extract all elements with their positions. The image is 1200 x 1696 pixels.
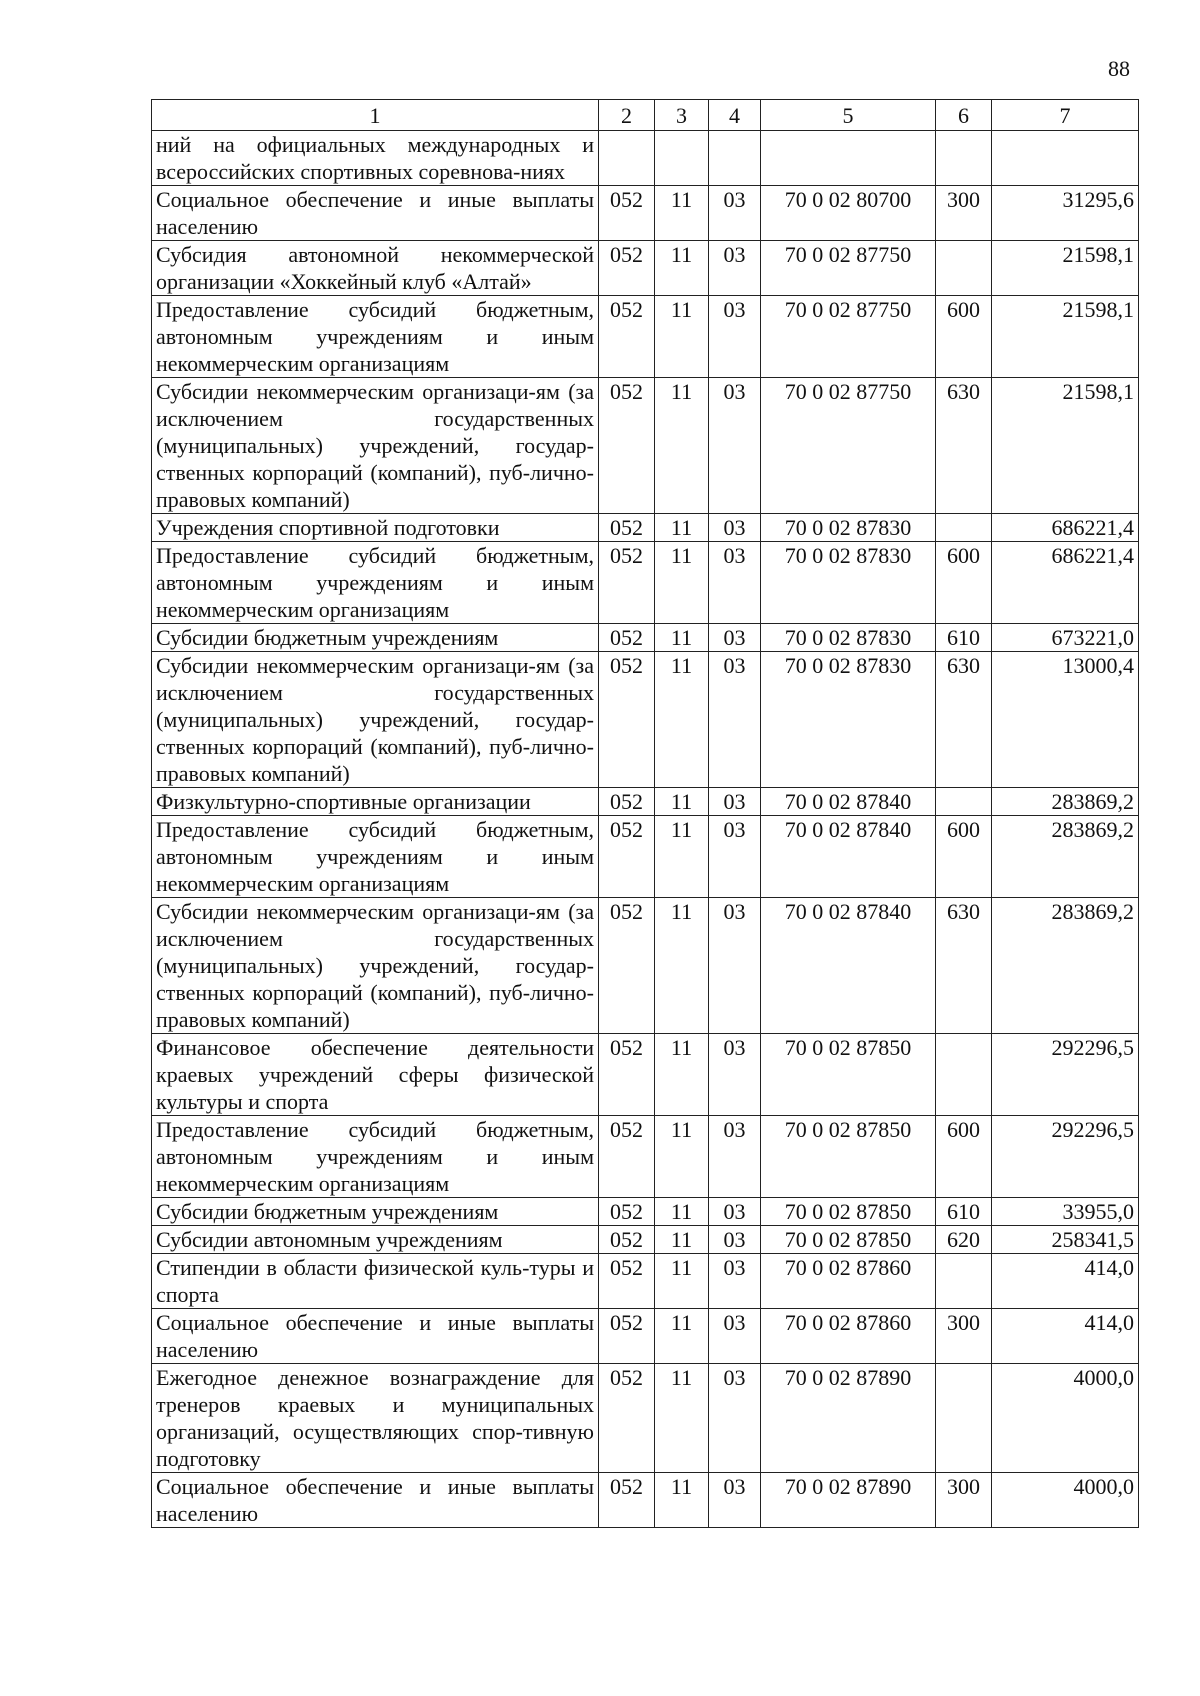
row-name-cell: Предоставление субсидий бюджетным, автономным учреждениям и иным некоммерческим организациям [152,1116,599,1198]
section-code-cell: 11 [655,542,709,624]
target-item-code-cell: 70 0 02 87890 [761,1364,936,1473]
amount-cell: 686221,4 [992,514,1139,542]
subsection-code-cell: 03 [709,788,761,816]
target-item-code-cell: 70 0 02 87860 [761,1254,936,1309]
table-body [152,131,1139,1528]
table-row [152,898,1139,1034]
target-item-code-cell: 70 0 02 80700 [761,186,936,241]
amount-cell: 292296,5 [992,1034,1139,1116]
table-row [152,514,1139,542]
expense-type-code-cell [936,514,992,542]
section-code-cell: 11 [655,898,709,1034]
target-item-code-cell: 70 0 02 87750 [761,296,936,378]
table-row [152,378,1139,514]
subsection-code-cell: 03 [709,514,761,542]
subsection-code-cell: 03 [709,898,761,1034]
expense-type-code-cell: 300 [936,186,992,241]
target-item-code-cell: 70 0 02 87850 [761,1116,936,1198]
section-code-cell: 11 [655,816,709,898]
amount-cell: 4000,0 [992,1364,1139,1473]
subsection-code-cell: 03 [709,1198,761,1226]
row-name-cell: Субсидия автономной некоммерческой организации «Хоккейный клуб «Алтай» [152,241,599,296]
section-code-cell: 11 [655,1364,709,1473]
table-row [152,131,1139,186]
target-item-code-cell: 70 0 02 87850 [761,1034,936,1116]
department-code-cell: 052 [599,1116,655,1198]
table-row [152,1116,1139,1198]
expense-type-code-cell: 300 [936,1309,992,1364]
amount-cell: 13000,4 [992,652,1139,788]
section-code-cell: 11 [655,1034,709,1116]
department-code-cell: 052 [599,1226,655,1254]
table-row [152,542,1139,624]
table-row [152,1309,1139,1364]
department-code-cell: 052 [599,542,655,624]
row-name-cell: Субсидии некоммерческим организаци-ям (за исключением государственных (муниципальных) учреждений, государ-ственных корпораций (компаний), пуб-лично-правовых компаний) [152,898,599,1034]
department-code-cell: 052 [599,624,655,652]
expense-type-code-cell: 630 [936,898,992,1034]
section-code-cell [655,131,709,186]
subsection-code-cell: 03 [709,1226,761,1254]
target-item-code-cell: 70 0 02 87860 [761,1309,936,1364]
header-row [152,100,1139,131]
department-code-cell: 052 [599,1309,655,1364]
amount-cell: 258341,5 [992,1226,1139,1254]
amount-cell: 33955,0 [992,1198,1139,1226]
row-name-cell: Предоставление субсидий бюджетным, автономным учреждениям и иным некоммерческим организациям [152,296,599,378]
row-name-cell: Социальное обеспечение и иные выплаты населению [152,186,599,241]
subsection-code-cell [709,131,761,186]
amount-cell: 283869,2 [992,816,1139,898]
amount-cell [992,131,1139,186]
amount-cell: 21598,1 [992,296,1139,378]
expense-type-code-cell: 600 [936,816,992,898]
section-code-cell: 11 [655,1116,709,1198]
row-name-cell: Субсидии некоммерческим организаци-ям (за исключением государственных (муниципальных) учреждений, государ-ственных корпораций (компаний), пуб-лично-правовых компаний) [152,652,599,788]
subsection-code-cell: 03 [709,186,761,241]
expense-type-code-cell: 630 [936,378,992,514]
section-code-cell: 11 [655,624,709,652]
expense-type-code-cell [936,1254,992,1309]
subsection-code-cell: 03 [709,1116,761,1198]
column-header: 4 [709,100,761,131]
expense-type-code-cell: 610 [936,1198,992,1226]
department-code-cell [599,131,655,186]
subsection-code-cell: 03 [709,296,761,378]
column-header: 5 [761,100,936,131]
row-name-cell: Учреждения спортивной подготовки [152,514,599,542]
subsection-code-cell: 03 [709,1364,761,1473]
section-code-cell: 11 [655,514,709,542]
target-item-code-cell: 70 0 02 87830 [761,542,936,624]
department-code-cell: 052 [599,1198,655,1226]
target-item-code-cell: 70 0 02 87840 [761,898,936,1034]
target-item-code-cell: 70 0 02 87840 [761,816,936,898]
row-name-cell: Ежегодное денежное вознаграждение для тренеров краевых и муниципальных организаций, осуществляющих спор-тивную подготовку [152,1364,599,1473]
subsection-code-cell: 03 [709,542,761,624]
row-name-cell: Предоставление субсидий бюджетным, автономным учреждениям и иным некоммерческим организациям [152,816,599,898]
expense-type-code-cell: 620 [936,1226,992,1254]
section-code-cell: 11 [655,241,709,296]
amount-cell: 21598,1 [992,378,1139,514]
table-row [152,1034,1139,1116]
target-item-code-cell: 70 0 02 87830 [761,624,936,652]
department-code-cell: 052 [599,1473,655,1528]
department-code-cell: 052 [599,186,655,241]
subsection-code-cell: 03 [709,1309,761,1364]
column-header: 2 [599,100,655,131]
amount-cell: 673221,0 [992,624,1139,652]
column-header: 6 [936,100,992,131]
column-header: 3 [655,100,709,131]
table-row [152,1473,1139,1528]
department-code-cell: 052 [599,241,655,296]
section-code-cell: 11 [655,652,709,788]
target-item-code-cell [761,131,936,186]
row-name-cell: Субсидии некоммерческим организаци-ям (за исключением государственных (муниципальных) учреждений, государ-ственных корпораций (компаний), пуб-лично-правовых компаний) [152,378,599,514]
subsection-code-cell: 03 [709,1034,761,1116]
section-code-cell: 11 [655,1198,709,1226]
amount-cell: 414,0 [992,1309,1139,1364]
table-row [152,816,1139,898]
row-name-cell: Субсидии автономным учреждениям [152,1226,599,1254]
department-code-cell: 052 [599,788,655,816]
target-item-code-cell: 70 0 02 87850 [761,1198,936,1226]
row-name-cell: Финансовое обеспечение деятельности краевых учреждений сферы физической культуры и спорта [152,1034,599,1116]
row-name-cell: Субсидии бюджетным учреждениям [152,1198,599,1226]
amount-cell: 292296,5 [992,1116,1139,1198]
expense-type-code-cell: 610 [936,624,992,652]
amount-cell: 21598,1 [992,241,1139,296]
department-code-cell: 052 [599,1254,655,1309]
target-item-code-cell: 70 0 02 87750 [761,241,936,296]
table-row [152,186,1139,241]
column-header: 7 [992,100,1139,131]
department-code-cell: 052 [599,1364,655,1473]
target-item-code-cell: 70 0 02 87830 [761,652,936,788]
target-item-code-cell: 70 0 02 87750 [761,378,936,514]
department-code-cell: 052 [599,898,655,1034]
expense-type-code-cell [936,1034,992,1116]
row-name-cell: Физкультурно-спортивные организации [152,788,599,816]
table-row [152,652,1139,788]
table-row [152,1364,1139,1473]
table-row [152,296,1139,378]
section-code-cell: 11 [655,186,709,241]
target-item-code-cell: 70 0 02 87830 [761,514,936,542]
subsection-code-cell: 03 [709,1473,761,1528]
department-code-cell: 052 [599,514,655,542]
section-code-cell: 11 [655,296,709,378]
section-code-cell: 11 [655,1309,709,1364]
subsection-code-cell: 03 [709,816,761,898]
expense-type-code-cell: 600 [936,542,992,624]
amount-cell: 283869,2 [992,788,1139,816]
target-item-code-cell: 70 0 02 87850 [761,1226,936,1254]
subsection-code-cell: 03 [709,1254,761,1309]
row-name-cell: Предоставление субсидий бюджетным, автономным учреждениям и иным некоммерческим организациям [152,542,599,624]
expense-type-code-cell: 300 [936,1473,992,1528]
table-row [152,624,1139,652]
subsection-code-cell: 03 [709,652,761,788]
expense-type-code-cell [936,788,992,816]
column-header: 1 [152,100,599,131]
department-code-cell: 052 [599,296,655,378]
amount-cell: 414,0 [992,1254,1139,1309]
subsection-code-cell: 03 [709,241,761,296]
table-row [152,788,1139,816]
section-code-cell: 11 [655,1473,709,1528]
table-row [152,1254,1139,1309]
expense-type-code-cell [936,241,992,296]
row-name-cell: Социальное обеспечение и иные выплаты населению [152,1309,599,1364]
target-item-code-cell: 70 0 02 87890 [761,1473,936,1528]
expense-type-code-cell: 630 [936,652,992,788]
amount-cell: 283869,2 [992,898,1139,1034]
section-code-cell: 11 [655,788,709,816]
subsection-code-cell: 03 [709,378,761,514]
department-code-cell: 052 [599,816,655,898]
amount-cell: 31295,6 [992,186,1139,241]
row-name-cell: Социальное обеспечение и иные выплаты населению [152,1473,599,1528]
target-item-code-cell: 70 0 02 87840 [761,788,936,816]
department-code-cell: 052 [599,378,655,514]
page-number: 88 [1108,56,1130,81]
row-name-cell: Стипендии в области физической куль-туры и спорта [152,1254,599,1309]
department-code-cell: 052 [599,652,655,788]
amount-cell: 686221,4 [992,542,1139,624]
expense-type-code-cell: 600 [936,296,992,378]
department-code-cell: 052 [599,1034,655,1116]
expense-type-code-cell [936,1364,992,1473]
table-row [152,1198,1139,1226]
section-code-cell: 11 [655,1226,709,1254]
row-name-cell: Субсидии бюджетным учреждениям [152,624,599,652]
row-name-cell: ний на официальных международных и всероссийских спортивных соревнова-ниях [152,131,599,186]
section-code-cell: 11 [655,1254,709,1309]
expense-type-code-cell [936,131,992,186]
table-row [152,241,1139,296]
expense-type-code-cell: 600 [936,1116,992,1198]
table-row [152,1226,1139,1254]
amount-cell: 4000,0 [992,1473,1139,1528]
section-code-cell: 11 [655,378,709,514]
subsection-code-cell: 03 [709,624,761,652]
budget-table [151,99,1139,1528]
